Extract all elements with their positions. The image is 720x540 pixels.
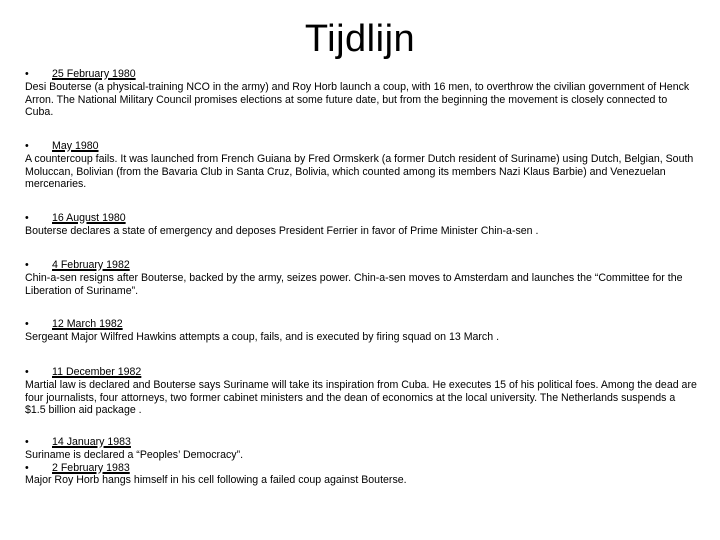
entry-date: May 1980 — [52, 140, 99, 152]
bullet-icon: • — [25, 436, 29, 448]
bullet-icon: • — [25, 461, 29, 474]
timeline-entry — [25, 68, 697, 119]
timeline-entry — [25, 318, 697, 344]
bullet-icon: • — [25, 68, 29, 80]
entry-date: 12 March 1982 — [52, 318, 123, 330]
bullet-icon: • — [25, 212, 29, 224]
bullet-icon: • — [25, 366, 29, 378]
entry-date: 11 December 1982 — [52, 366, 142, 378]
entry-description: Major Roy Horb hangs himself in his cell following a failed coup against Bouterse. — [25, 474, 407, 487]
entry-description: Sergeant Major Wilfred Hawkins attempts a coup, fails, and is executed by firing squad on 13 March . — [25, 330, 500, 343]
timeline-entry — [25, 140, 697, 191]
bullet-icon: • — [25, 318, 29, 330]
entry-date: 25 February 1980 — [52, 68, 136, 80]
entry-description: Chin-a-sen resigns after Bouterse, backed by the army, seizes power. Chin-a-sen moves to Amsterdam and launches the “Committee for the Liberation of Suriname”. — [25, 271, 683, 297]
entry-date: 14 January 1983 — [52, 436, 131, 448]
bullet-icon: • — [25, 259, 29, 271]
entry-description: Martial law is declared and Bouterse says Suriname will take its inspiration from Cuba. He executes 15 of his political foes. Among the dead are four journalists, four attorneys, two former cabinet ministers and the dean of economics at the local university. The Netherlands suspends a $1.5 billion aid package . — [25, 378, 697, 417]
slide-title: Tijdlijn — [304, 18, 416, 60]
entry-date: 4 February 1982 — [52, 259, 130, 271]
entry-date: 16 August 1980 — [52, 212, 126, 224]
timeline-entry — [25, 259, 697, 297]
timeline-entry — [25, 212, 697, 238]
entry-description: Suriname is declared a “Peoples’ Democracy”. — [25, 448, 244, 461]
entry-description: Bouterse declares a state of emergency and deposes President Ferrier in favor of Prime Minister Chin-a-sen . — [25, 224, 539, 237]
timeline-entry — [25, 366, 697, 417]
entry-date: 2 February 1983 — [52, 461, 130, 474]
entry-description: A countercoup fails. It was launched from French Guiana by Fred Ormskerk (a former Dutch resident of Suriname) using Dutch, Belgian, South Moluccan, Bolivian (from the Bavaria Club in Santa Cruz, Bolivia, which counted among its members Nazi Klaus Barbie) and Venezuelan mercenaries. — [25, 152, 694, 191]
entry-description: Desi Bouterse (a physical-training NCO in the army) and Roy Horb launch a coup, with 16 men, to overthrow the civilian government of Henck Arron. The National Military Council promises elections at some future date, but from the beginning the movement is closely connected to Cuba. — [25, 80, 690, 119]
bullet-icon: • — [25, 140, 29, 152]
timeline-entry — [25, 436, 697, 487]
